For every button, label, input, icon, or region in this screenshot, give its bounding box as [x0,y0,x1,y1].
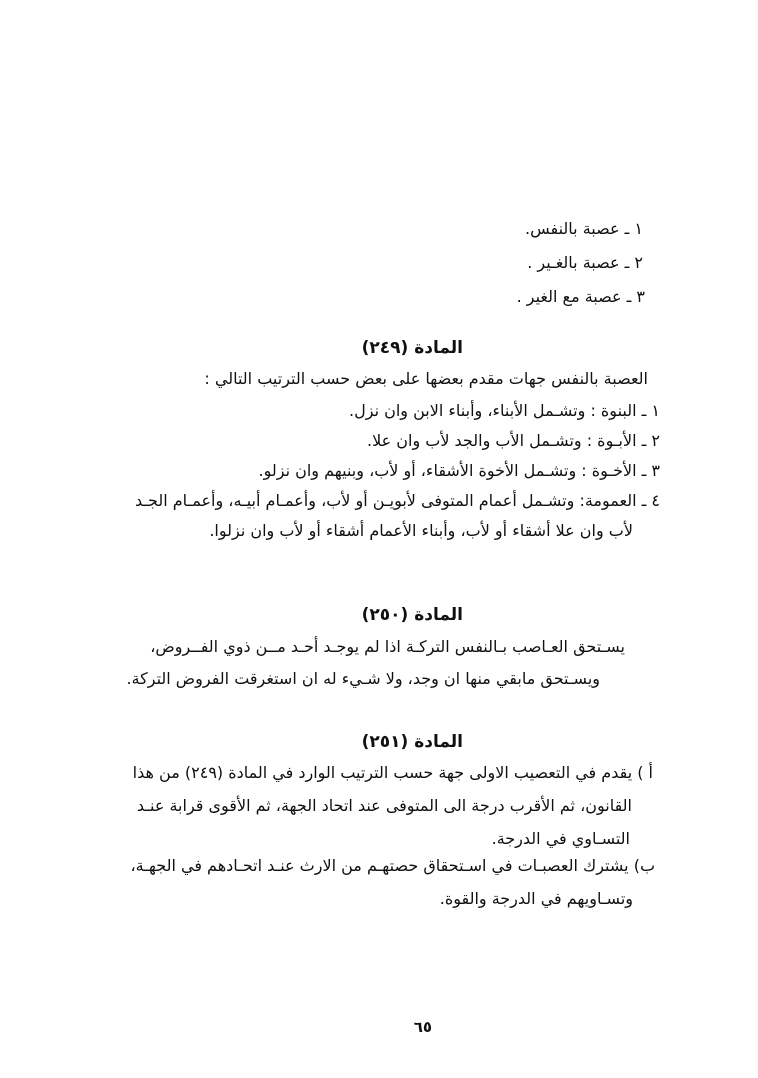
intro-list-item-2: ٢ ـ عصبة بالغـير . [527,253,643,272]
article-251-clause-b-line-1: ب) يشترك العصبـات في اسـتحقاق حصتهـم من الارث عنـد اتحـادهم في الجهـة، [130,856,655,875]
article-251-clause-a-line-1: أ ) يقدم في التعصيب الاولى جهة حسب الترتيب الوارد في المادة (٢٤٩) من هذا [132,763,653,782]
article-251-heading: المادة (٢٥١) [361,732,463,752]
intro-list-item-1: ١ ـ عصبة بالنفس. [525,219,643,238]
article-250-line-2: ويسـتحق مابقي منها ان وجد، ولا شـيء له ان استغرقت الفروض التركة. [126,669,600,688]
article-249-item-3: ٣ ـ الأخـوة : وتشـمل الأخوة الأشقاء، أو لأب، وبنيهم وان نزلو. [258,461,660,480]
article-249-item-1: ١ ـ البنوة : وتشـمل الأبناء، وأبناء الابن وان نزل. [349,401,660,420]
article-249-intro-line: العصبة بالنفس جهات مقدم بعضها على بعض حسب الترتيب التالي : [204,369,648,388]
article-249-item-4: ٤ ـ العمومة: وتشـمل أعمام المتوفى لأبويـن أو لأب، وأعمـام أبيـه، وأعمـام الجـد [134,491,660,510]
article-251-clause-b-line-2: وتسـاويهم في الدرجة والقوة. [439,889,633,908]
article-250-line-1: يسـتحق العـاصب بـالنفس التركـة اذا لم يوجـد أحـد مــن ذوي الفــروض، [150,637,625,656]
article-249-heading: المادة (٢٤٩) [361,338,463,358]
page-number: ٦٥ [413,1018,432,1036]
article-250-heading: المادة (٢٥٠) [361,605,463,625]
article-249-item-2: ٢ ـ الأبـوة : وتشـمل الأب والجد لأب وان علا. [366,431,660,450]
article-249-item-4-continuation: لأب وان علا أشقاء أو لأب، وأبناء الأعمام أشقاء أو لأب وان نزلوا. [209,521,633,540]
article-251-clause-a-line-2: القانون، ثم الأقرب درجة الى المتوفى عند اتحاد الجهة، ثم الأقوى قرابة عنـد [136,796,632,815]
article-251-clause-a-line-3: التسـاوي في الدرجة. [491,829,630,848]
intro-list-item-3: ٣ ـ عصبة مع الغير . [516,287,645,306]
